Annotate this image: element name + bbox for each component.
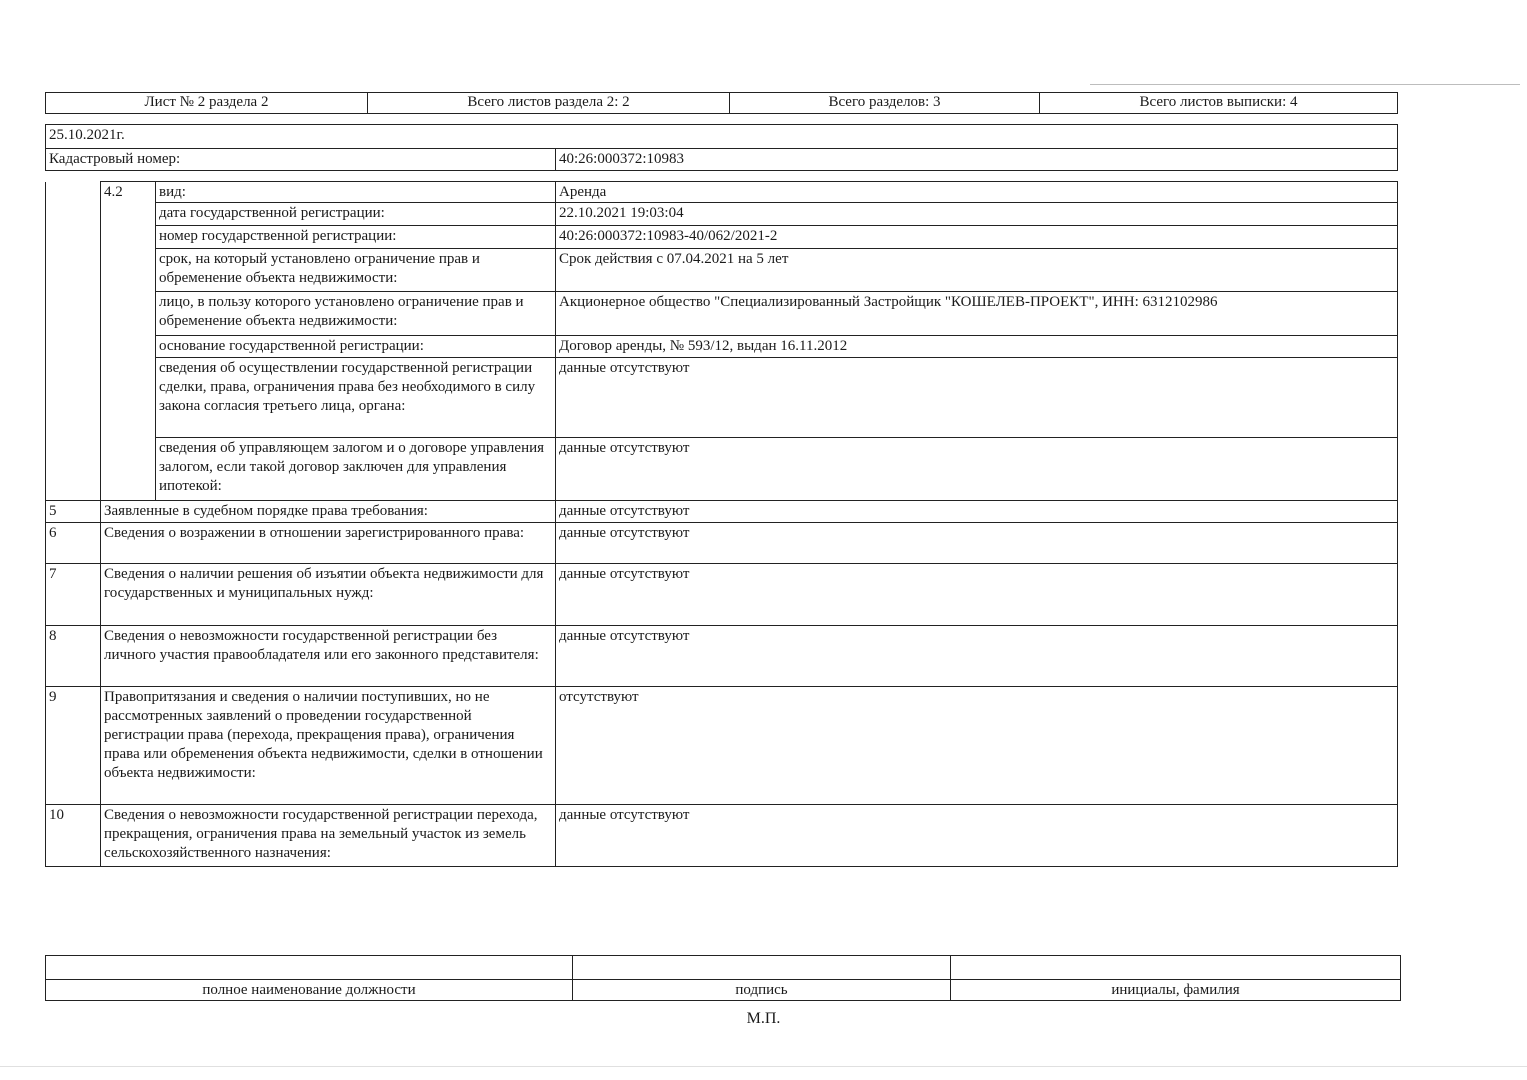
enc-label: основание государственной регистрации: xyxy=(156,336,556,358)
enc-label: номер государственной регистрации: xyxy=(156,226,556,249)
section-value: данные отсутствуют xyxy=(556,805,1398,867)
enc-label: срок, на который установлено ограничение прав и обременение объекта недвижимости: xyxy=(156,249,556,292)
section-num-cell xyxy=(46,182,101,501)
cadastral-value: 40:26:000372:10983 xyxy=(556,149,1398,171)
enc-value: Договор аренды, № 593/12, выдан 16.11.2012 xyxy=(556,336,1398,358)
section-value: отсутствуют xyxy=(556,687,1398,805)
name-caption: инициалы, фамилия xyxy=(951,980,1401,1001)
enc-value: Срок действия с 07.04.2021 на 5 лет xyxy=(556,249,1398,292)
section-num: 5 xyxy=(46,501,101,523)
sheet-header xyxy=(45,92,1398,114)
section-value: данные отсутствуют xyxy=(556,626,1398,687)
name-field xyxy=(951,956,1401,980)
extract-date: 25.10.2021г. xyxy=(46,125,1398,149)
signature-block xyxy=(45,955,1401,1001)
sheets-total: Всего листов выписки: 4 xyxy=(1040,93,1398,114)
section-value: данные отсутствуют xyxy=(556,564,1398,626)
section-label: Сведения о невозможности государственной регистрации без личного участия правообладателя или его законного представителя: xyxy=(101,626,556,687)
sheets-in-section: Всего листов раздела 2: 2 xyxy=(368,93,730,114)
position-caption: полное наименование должности xyxy=(46,980,573,1001)
section-value: данные отсутствуют xyxy=(556,501,1398,523)
section-num: 9 xyxy=(46,687,101,805)
signature-field xyxy=(573,956,951,980)
section-label: Сведения о невозможности государственной регистрации перехода, прекращения, ограничения права на земельный участок из земель сельскохозяйственного назначения: xyxy=(101,805,556,867)
scan-artifact xyxy=(0,1066,1527,1067)
enc-label: сведения об осуществлении государственной регистрации сделки, права, ограничения права без необходимого в силу закона согласия третьего лица, органа: xyxy=(156,358,556,438)
section-label: Правопритязания и сведения о наличии поступивших, но не рассмотренных заявлений о проведении государственной регистрации права (перехода, прекращения права), ограничения права или обременения объекта недвижимости, сделки в отношении объекта недвижимости: xyxy=(101,687,556,805)
sheet-number: Лист № 2 раздела 2 xyxy=(46,93,368,114)
enc-value: 40:26:000372:10983-40/062/2021-2 xyxy=(556,226,1398,249)
enc-label: дата государственной регистрации: xyxy=(156,203,556,226)
section-value: данные отсутствуют xyxy=(556,523,1398,564)
sections-total: Всего разделов: 3 xyxy=(730,93,1040,114)
section-num: 6 xyxy=(46,523,101,564)
enc-label: лицо, в пользу которого установлено ограничение прав и обременение объекта недвижимости: xyxy=(156,292,556,336)
enc-label: вид: xyxy=(156,182,556,203)
encumbrance-num: 4.2 xyxy=(101,182,156,501)
rights-table xyxy=(45,181,1398,867)
signature-caption: подпись xyxy=(573,980,951,1001)
section-num: 10 xyxy=(46,805,101,867)
section-label: Сведения о наличии решения об изъятии объекта недвижимости для государственных и муниципальных нужд: xyxy=(101,564,556,626)
section-label: Сведения о возражении в отношении зарегистрированного права: xyxy=(101,523,556,564)
cadastral-label: Кадастровый номер: xyxy=(46,149,556,171)
section-num: 7 xyxy=(46,564,101,626)
object-info xyxy=(45,124,1398,171)
position-field xyxy=(46,956,573,980)
enc-value: данные отсутствуют xyxy=(556,358,1398,438)
section-num: 8 xyxy=(46,626,101,687)
enc-value: Акционерное общество "Специализированный Застройщик "КОШЕЛЕВ-ПРОЕКТ", ИНН: 6312102986 xyxy=(556,292,1398,336)
scan-artifact xyxy=(1090,84,1520,85)
enc-label: сведения об управляющем залогом и о договоре управления залогом, если такой договор заключен для управления ипотекой: xyxy=(156,438,556,501)
enc-value: 22.10.2021 19:03:04 xyxy=(556,203,1398,226)
enc-value: данные отсутствуют xyxy=(556,438,1398,501)
enc-value: Аренда xyxy=(556,182,1398,203)
section-label: Заявленные в судебном порядке права требования: xyxy=(101,501,556,523)
stamp-place: М.П. xyxy=(746,1010,781,1027)
